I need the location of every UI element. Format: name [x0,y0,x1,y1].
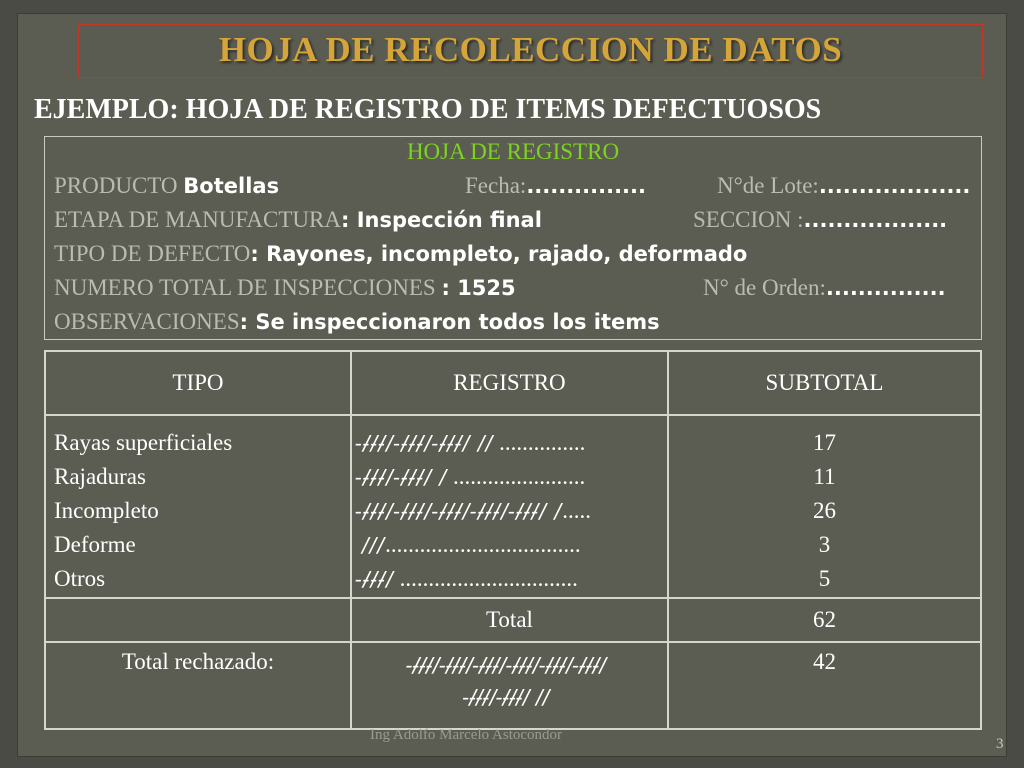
subtotal-value: 26 [812,498,836,523]
subtotal-column [668,415,981,598]
tally-marks: ̵/̵/̵/̵/ ̵/̵/̵/̵/ ̵/̵/̵/̵/ // [361,431,494,455]
rechazado-value: 42 [668,642,981,729]
observaciones-value: : Se inspeccionaron todos los items [239,310,660,334]
orden-dots: ............... [825,276,946,300]
tally-line [362,494,666,528]
tally-line [362,460,666,494]
tipo-item: Deforme [54,532,136,557]
tally-line [362,528,666,562]
subtotal-value: 3 [818,532,831,557]
rechazado-tally-line: ̵/̵/̵/̵/ ̵/̵/̵/̵/ ̵/̵/̵/̵/ ̵/̵/̵/̵/ ̵/̵/̵/̵/ ̵/̵/̵/̵/ [412,653,607,677]
tally-dots: ..... [562,498,591,523]
tally-marks: ̵/̵/̵/̵/ ̵/̵/̵/̵/ / [361,465,448,489]
tally-marks: ̵/̵/̵/̵/ [361,567,394,591]
orden-field [703,275,946,301]
lote-dots: ................... [818,174,971,198]
numero-label: NUMERO TOTAL DE INSPECCIONES [54,275,436,300]
subtotal-value: 5 [818,566,831,591]
rechazado-row [45,642,981,729]
tally-dots: ....................... [447,464,586,489]
etapa-line [54,207,542,233]
seccion-field [693,207,947,233]
producto-label: PRODUCTO [54,173,178,198]
total-empty-cell [45,598,351,642]
tally-dots: .................................. [385,532,581,557]
tipo-column [45,415,351,598]
total-value: 62 [668,598,981,642]
header-tipo: TIPO [45,351,351,415]
total-label: Total [351,598,668,642]
tally-marks: /// [361,533,386,557]
fecha-dots: ............... [526,174,646,198]
registro-column [351,415,668,598]
subtotal-value: 11 [813,464,836,489]
numero-line [54,275,516,301]
lote-field [717,173,970,199]
table-header-row [45,351,981,415]
defecto-label: TIPO DE DEFECTO [54,241,251,266]
seccion-dots: .................. [803,208,948,232]
rechazado-tally-cell [351,642,668,729]
defecto-line [54,241,747,267]
tally-dots: ............................... [393,566,578,591]
observaciones-line [54,309,660,335]
numero-value: : 1525 [441,276,516,300]
tally-dots: ............... [493,430,586,455]
seccion-label: SECCION : [693,207,804,232]
tipo-item: Incompleto [54,498,159,523]
producto-line [54,173,279,199]
orden-label: N° de Orden: [703,275,826,300]
observaciones-label: OBSERVACIONES [54,309,240,334]
title-box [78,24,983,78]
header-registro: REGISTRO [351,351,668,415]
rechazado-tally-line: ̵/̵/̵/̵/ ̵/̵/̵/̵/ // [469,685,550,709]
rechazado-label: Total rechazado: [45,642,351,729]
subtitle: EJEMPLO: HOJA DE REGISTRO DE ITEMS DEFECTUOSOS [34,94,822,125]
tipo-item: Otros [54,566,106,591]
lote-label: N°de Lote: [717,173,819,198]
tally-line [362,426,666,460]
defect-table [44,350,982,730]
etapa-label: ETAPA DE MANUFACTURA [54,207,341,232]
page-title: HOJA DE RECOLECCION DE DATOS [218,30,843,69]
fecha-label: Fecha: [465,173,527,198]
tally-marks: ̵/̵/̵/̵/ ̵/̵/̵/̵/ ̵/̵/̵/̵/ ̵/̵/̵/̵/ ̵/̵/̵/̵/ / [361,499,563,523]
table-row [45,415,981,598]
fecha-field [465,173,646,199]
producto-value: Botellas [183,174,280,198]
registro-box [44,136,982,340]
page-number: 3 [996,736,1004,752]
tipo-item: Rajaduras [54,464,146,489]
defecto-value: : Rayones, incompleto, rajado, deformado [250,242,748,266]
tally-line [362,562,666,596]
subtotal-value: 17 [812,430,836,455]
tipo-item: Rayas superficiales [54,430,233,455]
footer-author: Ing Adolfo Marcelo Astocondor [370,727,563,743]
registro-heading: HOJA DE REGISTRO [406,139,620,164]
etapa-value: : Inspección final [340,208,542,232]
total-row [45,598,981,642]
header-subtotal: SUBTOTAL [668,351,981,415]
